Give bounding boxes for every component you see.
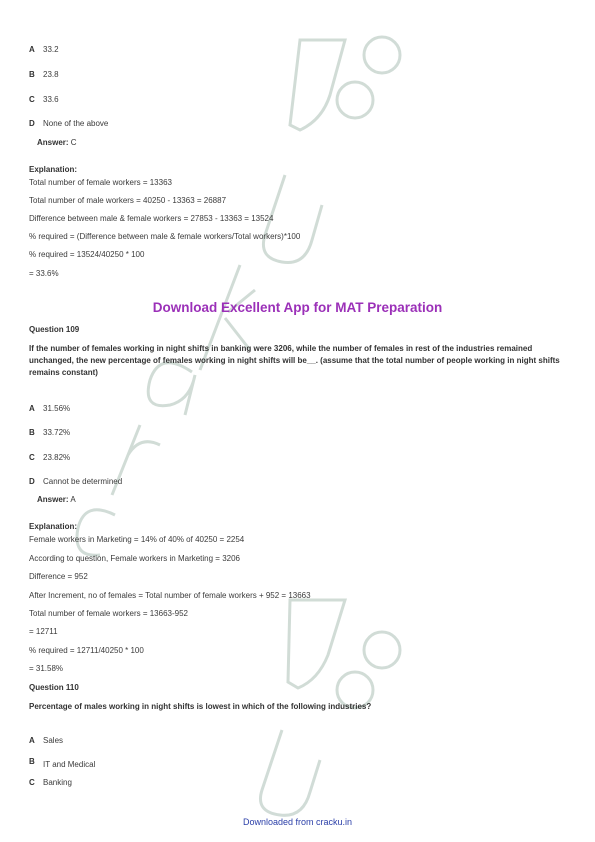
option-letter: A <box>29 45 35 54</box>
answer-label: Answer: <box>37 138 69 147</box>
explanation-line: % required = (Difference between male & female workers/Total workers)*100 <box>29 232 301 241</box>
question-text: Percentage of males working in night shifts is lowest in which of the following industries? <box>29 702 372 711</box>
footer-link[interactable]: Downloaded from cracku.in <box>242 817 353 827</box>
option-text: 31.56% <box>43 404 71 413</box>
option-text: 23.82% <box>43 453 71 462</box>
option-text: 33.72% <box>43 428 71 437</box>
explanation-line: After Increment, no of females = Total number of female workers + 952 = 13663 <box>29 591 311 600</box>
option-letter: D <box>29 477 35 486</box>
answer-value: A <box>70 495 76 504</box>
explanation-line: = 33.6% <box>29 269 59 278</box>
answer-value: C <box>70 138 77 147</box>
explanation-line: Difference = 952 <box>29 572 88 581</box>
option-text: 23.8 <box>43 70 59 79</box>
option-letter: B <box>29 428 35 437</box>
explanation-line: % required = 13524/40250 * 100 <box>29 250 145 259</box>
option-text: Banking <box>43 778 72 787</box>
explanation-line: Total number of male workers = 40250 - 13363 = 26887 <box>29 196 227 205</box>
option-letter: B <box>29 70 35 79</box>
question-title: Question 109 <box>29 325 80 334</box>
explanation-line: Female workers in Marketing = 14% of 40% of 40250 = 2254 <box>29 535 245 544</box>
option-text: 33.2 <box>43 45 59 54</box>
option-letter: A <box>29 736 35 745</box>
option-text: 33.6 <box>43 95 59 104</box>
explanation-line: Total number of female workers = 13663-952 <box>29 609 188 618</box>
option-letter: C <box>29 95 35 104</box>
question-text: If the number of females working in night shifts in banking were 3206, while the number of females in rest of the industries remained unchanged, the new percentage of females working in night shifts will be__. (assume that the total number of people working in night shifts remains constant) <box>29 344 560 377</box>
option-text: IT and Medical <box>43 760 96 769</box>
explanation-heading: Explanation: <box>29 522 78 531</box>
option-letter: A <box>29 404 35 413</box>
explanation-heading: Explanation: <box>29 165 78 174</box>
explanation-line: Difference between male & female workers = 27853 - 13363 = 13524 <box>29 214 274 223</box>
promo-link[interactable]: Download Excellent App for MAT Preparation <box>152 300 443 315</box>
explanation-line: = 12711 <box>29 627 58 636</box>
explanation-line: Total number of female workers = 13363 <box>29 178 172 187</box>
explanation-line: = 31.58% <box>29 664 64 673</box>
option-text: Sales <box>43 736 64 745</box>
explanation-line: % required = 12711/40250 * 100 <box>29 646 144 655</box>
explanation-line: According to question, Female workers in Marketing = 3206 <box>29 554 240 563</box>
option-letter: C <box>29 778 35 787</box>
answer-line <box>37 138 77 147</box>
answer-line <box>37 495 76 504</box>
answer-label: Answer: <box>37 495 69 504</box>
option-text: None of the above <box>43 119 109 128</box>
option-letter: B <box>29 757 35 766</box>
option-letter: D <box>29 119 35 128</box>
question-title: Question 110 <box>29 683 79 692</box>
option-text: Cannot be determined <box>43 477 123 486</box>
option-letter: C <box>29 453 35 462</box>
